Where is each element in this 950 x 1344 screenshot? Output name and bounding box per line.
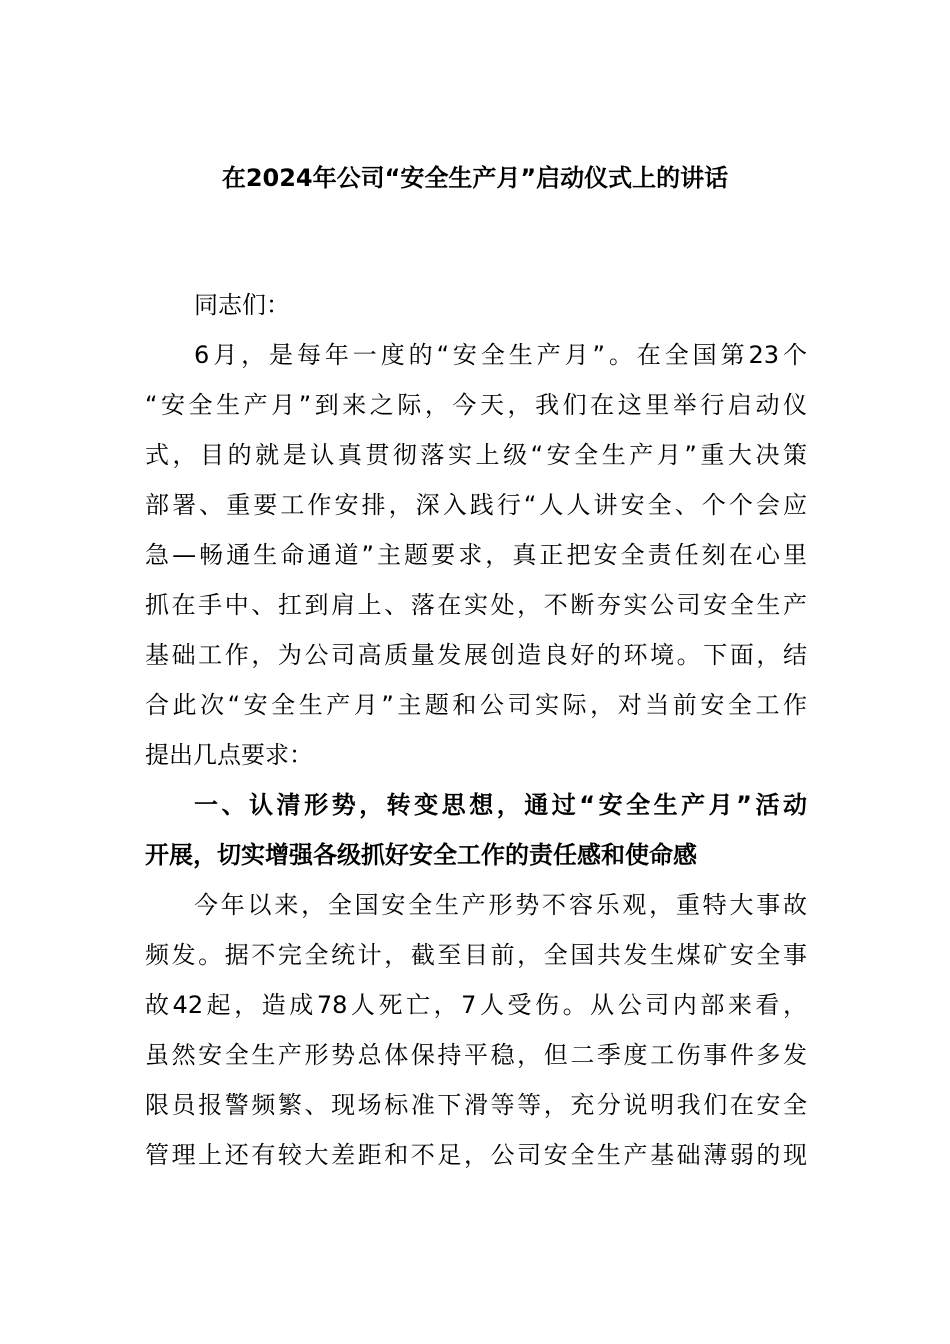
- text-line: 合此次“安全生产月”主题和公司实际，对当前安全工作: [145, 691, 807, 719]
- paragraph-intro: [145, 330, 807, 780]
- text-line: “安全生产月”到来之际，今天，我们在这里举行启动仪: [145, 391, 807, 419]
- text-line: 提出几点要求：: [145, 741, 313, 769]
- document-title: 在2024年公司“安全生产月”启动仪式上的讲话: [221, 164, 729, 192]
- salutation: 同志们：: [194, 291, 290, 319]
- text-line: 故42起，造成78人死亡，7人受伤。从公司内部来看，: [145, 991, 807, 1019]
- text-line: 抓在手中、扛到肩上、落在实处，不断夯实公司安全生产: [145, 591, 807, 619]
- section-heading-1: [145, 780, 807, 880]
- text-line: 部署、重要工作安排，深入践行“人人讲安全、个个会应: [145, 491, 807, 519]
- text-line: 限员报警频繁、现场标准下滑等等，充分说明我们在安全: [145, 1091, 807, 1119]
- text-line: 6月，是每年一度的“安全生产月”。在全国第23个: [194, 341, 807, 369]
- paragraph-situation: [145, 880, 807, 1180]
- document-body: [145, 280, 807, 1180]
- text-line: 管理上还有较大差距和不足，公司安全生产基础薄弱的现: [145, 1141, 807, 1169]
- text-line: 基础工作，为公司高质量发展创造良好的环境。下面，结: [145, 641, 807, 669]
- text-line: 急—畅通生命通道”主题要求，真正把安全责任刻在心里: [145, 541, 807, 569]
- text-line: 频发。据不完全统计，截至目前，全国共发生煤矿安全事: [145, 941, 807, 969]
- text-line: 式，目的就是认真贯彻落实上级“安全生产月”重大决策: [145, 441, 807, 469]
- text-line: 虽然安全生产形势总体保持平稳，但二季度工伤事件多发: [145, 1041, 807, 1069]
- text-line: 今年以来，全国安全生产形势不容乐观，重特大事故: [194, 891, 807, 919]
- heading-line: 一、认清形势，转变思想，通过“安全生产月”活动: [194, 791, 807, 819]
- heading-line: 开展，切实增强各级抓好安全工作的责任感和使命感: [145, 841, 697, 869]
